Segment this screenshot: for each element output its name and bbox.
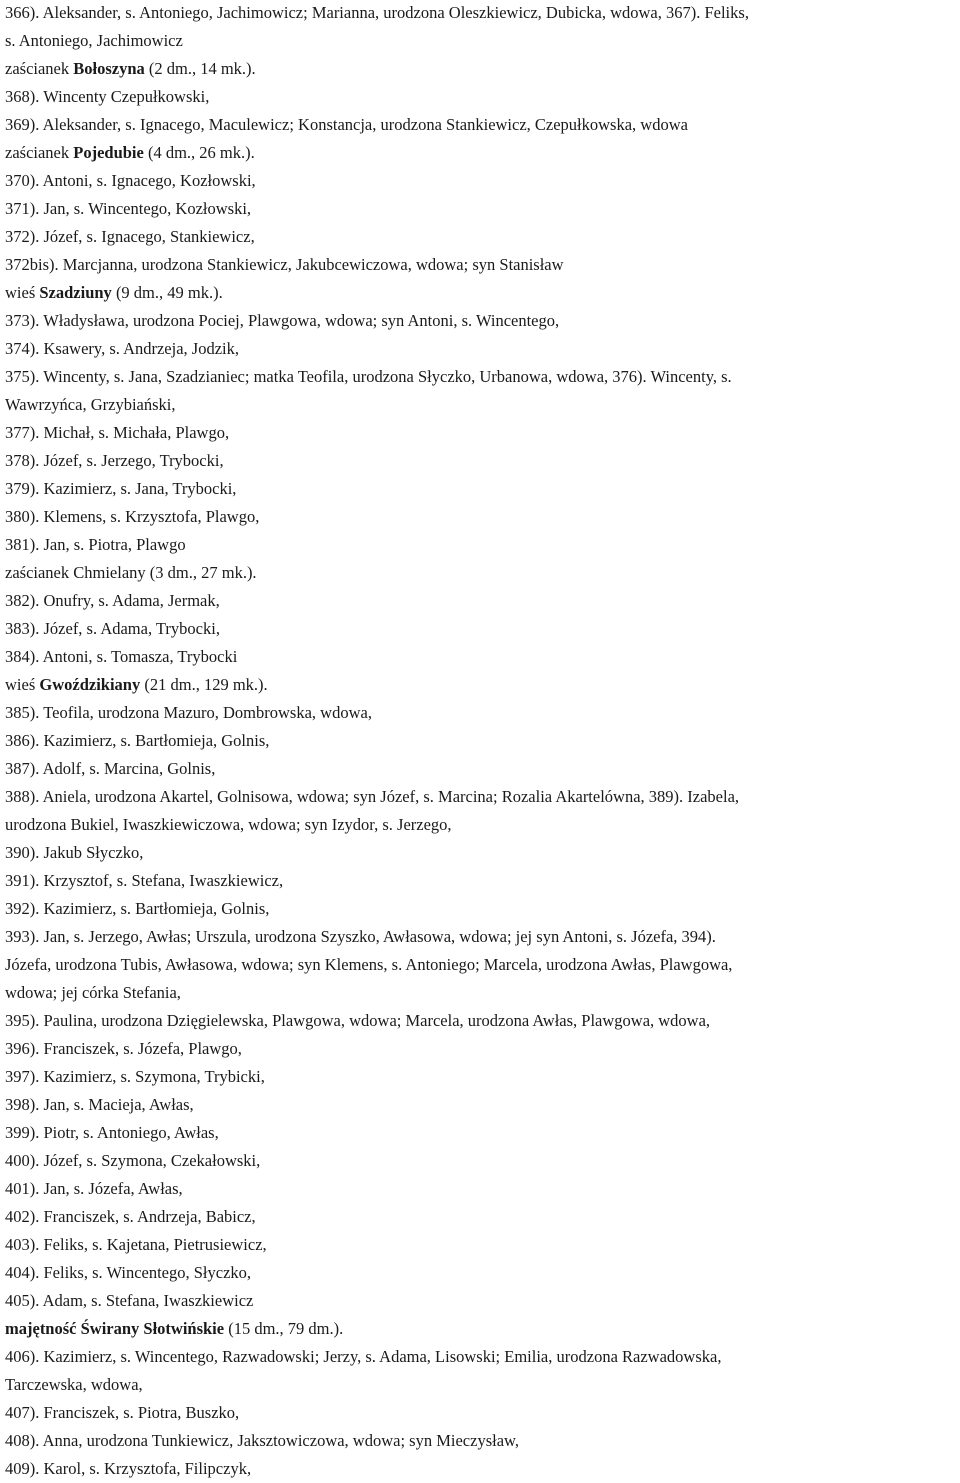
settlement-stats: (2 dm., 14 mk.). — [144, 59, 256, 78]
register-entry: 377). Michał, s. Michała, Plawgo, — [5, 423, 230, 442]
settlement-type: wieś — [5, 283, 36, 302]
register-entry: 398). Jan, s. Macieja, Awłas, — [5, 1095, 194, 1114]
register-entry: 382). Onufry, s. Adama, Jermak, — [5, 591, 220, 610]
register-entry: 372). Józef, s. Ignacego, Stankiewicz, — [5, 227, 255, 246]
register-entry: 375). Wincenty, s. Jana, Szadzianiec; matka Teofila, urodzona Słyczko, Urbanowa, wdowa, 376). Wincenty, s. — [5, 367, 732, 386]
register-entry: 380). Klemens, s. Krzysztofa, Plawgo, — [5, 507, 260, 526]
register-entry: 401). Jan, s. Józefa, Awłas, — [5, 1179, 183, 1198]
register-entry: 369). Aleksander, s. Ignacego, Maculewicz; Konstancja, urodzona Stankiewicz, Czepułkowska, wdowa — [5, 115, 688, 134]
register-entry: 384). Antoni, s. Tomasza, Trybocki — [5, 647, 238, 666]
register-entry: 400). Józef, s. Szymona, Czekałowski, — [5, 1151, 261, 1170]
register-entry: s. Antoniego, Jachimowicz — [5, 31, 183, 50]
register-entry: 393). Jan, s. Jerzego, Awłas; Urszula, urodzona Szyszko, Awłasowa, wdowa; jej syn Antoni, s. Józefa, 394). — [5, 927, 716, 946]
settlement-heading — [5, 279, 955, 307]
settlement-stats: (4 dm., 26 mk.). — [143, 143, 255, 162]
register-entry: 409). Karol, s. Krzysztofa, Filipczyk, — [5, 1459, 252, 1478]
register-entry: 388). Aniela, urodzona Akartel, Golnisowa, wdowa; syn Józef, s. Marcina; Rozalia Akartelówna, 389). Izabela, — [5, 787, 740, 806]
settlement-name: Pojedubie — [73, 143, 144, 162]
register-entry: 379). Kazimierz, s. Jana, Trybocki, — [5, 479, 237, 498]
register-entry: Tarczewska, wdowa, — [5, 1375, 143, 1394]
register-entry: 396). Franciszek, s. Józefa, Plawgo, — [5, 1039, 242, 1058]
register-entry: 397). Kazimierz, s. Szymona, Trybicki, — [5, 1067, 265, 1086]
settlement-type: wieś — [5, 675, 36, 694]
settlement-type: zaścianek — [5, 59, 70, 78]
settlement-name: Bołoszyna — [73, 59, 145, 78]
settlement-heading — [5, 671, 955, 699]
register-entry: 387). Adolf, s. Marcina, Golnis, — [5, 759, 216, 778]
register-entry: 408). Anna, urodzona Tunkiewicz, Jaksztowiczowa, wdowa; syn Mieczysław, — [5, 1431, 519, 1450]
register-entry: 385). Teofila, urodzona Mazuro, Dombrowska, wdowa, — [5, 703, 372, 722]
settlement-type: zaścianek — [5, 143, 70, 162]
settlement-name: Szadziuny — [39, 283, 112, 302]
register-entry: 381). Jan, s. Piotra, Plawgo — [5, 535, 186, 554]
register-entry: 370). Antoni, s. Ignacego, Kozłowski, — [5, 171, 256, 190]
settlement-stats: (15 dm., 79 dm.). — [224, 1319, 344, 1338]
register-entry: 372bis). Marcjanna, urodzona Stankiewicz, Jakubcewiczowa, wdowa; syn Stanisław — [5, 255, 564, 274]
register-entry: 368). Wincenty Czepułkowski, — [5, 87, 210, 106]
register-entry: urodzona Bukiel, Iwaszkiewiczowa, wdowa; syn Izydor, s. Jerzego, — [5, 815, 452, 834]
register-entry: Wawrzyńca, Grzybiański, — [5, 395, 176, 414]
settlement-name: Gwoździkiany — [39, 675, 141, 694]
settlement-heading — [5, 55, 955, 83]
register-entry: 391). Krzysztof, s. Stefana, Iwaszkiewicz, — [5, 871, 284, 890]
register-entry: 392). Kazimierz, s. Bartłomieja, Golnis, — [5, 899, 270, 918]
settlement-name: majętność Świrany Słotwińskie — [5, 1319, 225, 1338]
register-entry: 366). Aleksander, s. Antoniego, Jachimowicz; Marianna, urodzona Oleszkiewicz, Dubicka, wdowa, 367). Feliks, — [5, 3, 749, 22]
register-entry: 406). Kazimierz, s. Wincentego, Razwadowski; Jerzy, s. Adama, Lisowski; Emilia, urodzona Razwadowska, — [5, 1347, 722, 1366]
settlement-stats: (9 dm., 49 mk.). — [111, 283, 223, 302]
register-entry: 383). Józef, s. Adama, Trybocki, — [5, 619, 220, 638]
document-page — [5, 0, 955, 1483]
register-entry: 386). Kazimierz, s. Bartłomieja, Golnis, — [5, 731, 270, 750]
register-entry: 390). Jakub Słyczko, — [5, 843, 144, 862]
settlement-heading: zaścianek Chmielany (3 dm., 27 mk.). — [5, 563, 257, 582]
settlement-heading — [5, 1315, 955, 1343]
settlement-heading — [5, 139, 955, 167]
register-entry: 405). Adam, s. Stefana, Iwaszkiewicz — [5, 1291, 254, 1310]
register-entry: 374). Ksawery, s. Andrzeja, Jodzik, — [5, 339, 239, 358]
register-entry: 378). Józef, s. Jerzego, Trybocki, — [5, 451, 224, 470]
settlement-stats: (21 dm., 129 mk.). — [140, 675, 268, 694]
register-entry: wdowa; jej córka Stefania, — [5, 983, 181, 1002]
register-entry: 402). Franciszek, s. Andrzeja, Babicz, — [5, 1207, 256, 1226]
register-entry: 371). Jan, s. Wincentego, Kozłowski, — [5, 199, 252, 218]
register-entry: 407). Franciszek, s. Piotra, Buszko, — [5, 1403, 240, 1422]
register-entry: 404). Feliks, s. Wincentego, Słyczko, — [5, 1263, 252, 1282]
register-entry: 399). Piotr, s. Antoniego, Awłas, — [5, 1123, 219, 1142]
register-entry: Józefa, urodzona Tubis, Awłasowa, wdowa; syn Klemens, s. Antoniego; Marcela, urodzona Awłas, Plawgowa, — [5, 955, 733, 974]
register-entry: 373). Władysława, urodzona Pociej, Plawgowa, wdowa; syn Antoni, s. Wincentego, — [5, 311, 560, 330]
register-entry: 395). Paulina, urodzona Dzięgielewska, Plawgowa, wdowa; Marcela, urodzona Awłas, Plawgowa, wdowa, — [5, 1011, 711, 1030]
register-entry: 403). Feliks, s. Kajetana, Pietrusiewicz, — [5, 1235, 267, 1254]
